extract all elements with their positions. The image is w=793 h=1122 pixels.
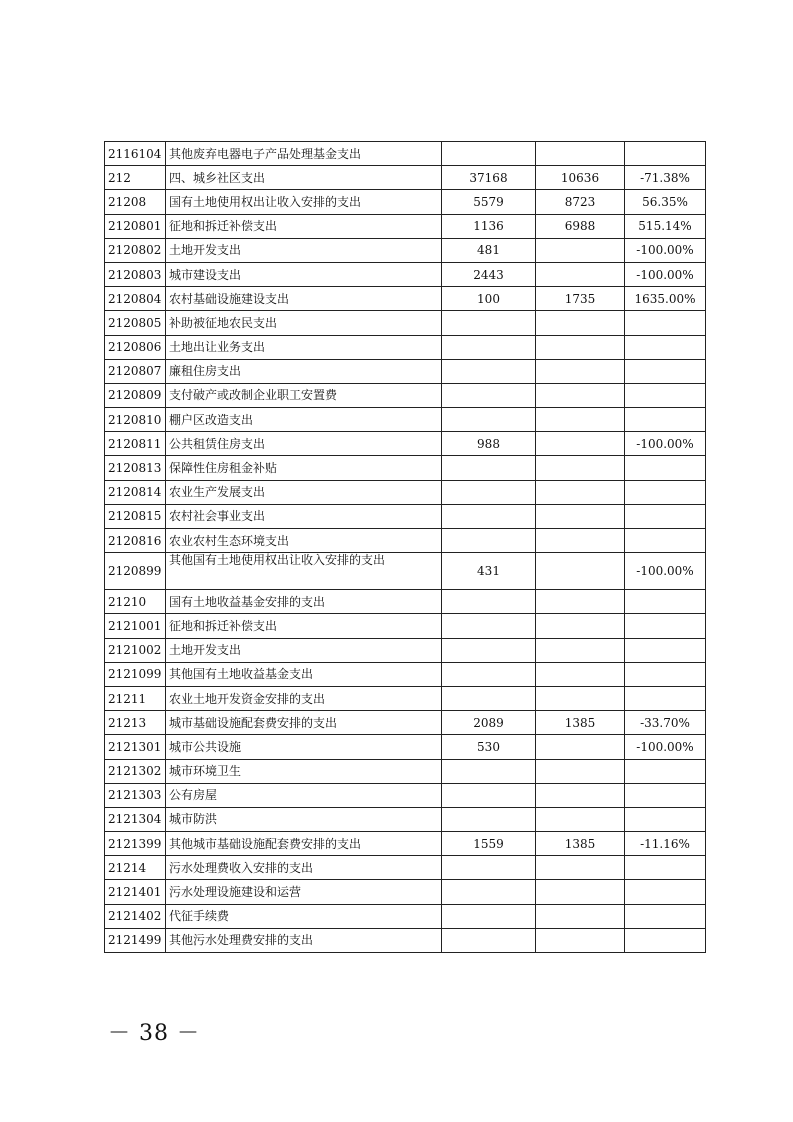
- row-value-a: [442, 311, 536, 335]
- row-value-b: 1385: [536, 711, 625, 735]
- row-value-a: [442, 686, 536, 710]
- row-value-a: [442, 807, 536, 831]
- row-code: 2121401: [105, 880, 166, 904]
- row-code: 2116104: [105, 142, 166, 166]
- row-value-c: -100.00%: [625, 262, 706, 286]
- row-name: 征地和拆迁补偿支出: [166, 614, 442, 638]
- row-value-a: [442, 408, 536, 432]
- table-row: [105, 880, 706, 904]
- row-value-c: [625, 359, 706, 383]
- row-code: 2121399: [105, 832, 166, 856]
- row-value-c: [625, 504, 706, 528]
- row-value-b: 8723: [536, 190, 625, 214]
- row-value-b: [536, 311, 625, 335]
- row-value-a: [442, 590, 536, 614]
- row-value-b: [536, 529, 625, 553]
- table-row: [105, 662, 706, 686]
- row-value-b: 1385: [536, 832, 625, 856]
- row-value-c: [625, 928, 706, 952]
- row-value-c: [625, 590, 706, 614]
- row-code: 2121499: [105, 928, 166, 952]
- row-name: 公有房屋: [166, 783, 442, 807]
- table-body: [105, 142, 706, 953]
- row-name: 土地出让业务支出: [166, 335, 442, 359]
- row-code: 212: [105, 166, 166, 190]
- row-name: 支付破产或改制企业职工安置费: [166, 383, 442, 407]
- row-code: 21211: [105, 686, 166, 710]
- budget-table: [104, 141, 706, 953]
- row-name: 污水处理设施建设和运营: [166, 880, 442, 904]
- row-code: 2120807: [105, 359, 166, 383]
- row-value-a: 481: [442, 238, 536, 262]
- row-value-b: [536, 880, 625, 904]
- table-row: [105, 335, 706, 359]
- table-row: [105, 432, 706, 456]
- row-value-b: [536, 432, 625, 456]
- row-code: 2120811: [105, 432, 166, 456]
- row-name: 征地和拆迁补偿支出: [166, 214, 442, 238]
- row-code: 2120899: [105, 553, 166, 590]
- row-value-b: 6988: [536, 214, 625, 238]
- table-row: [105, 408, 706, 432]
- row-value-c: [625, 480, 706, 504]
- row-value-c: [625, 638, 706, 662]
- page-number: － 38 －: [108, 1021, 200, 1046]
- row-name: 代征手续费: [166, 904, 442, 928]
- row-name: 农业土地开发资金安排的支出: [166, 686, 442, 710]
- row-value-c: [625, 142, 706, 166]
- row-name: 城市建设支出: [166, 262, 442, 286]
- row-code: 2121001: [105, 614, 166, 638]
- row-name: 土地开发支出: [166, 638, 442, 662]
- row-value-a: [442, 529, 536, 553]
- row-name: 补助被征地农民支出: [166, 311, 442, 335]
- row-value-a: [442, 359, 536, 383]
- table-row: [105, 383, 706, 407]
- row-code: 2120801: [105, 214, 166, 238]
- row-name: 廉租住房支出: [166, 359, 442, 383]
- table-row: [105, 904, 706, 928]
- row-value-c: [625, 904, 706, 928]
- table-row: [105, 614, 706, 638]
- row-value-c: [625, 807, 706, 831]
- row-value-a: 1136: [442, 214, 536, 238]
- row-value-a: [442, 614, 536, 638]
- row-name: 农业农村生态环境支出: [166, 529, 442, 553]
- row-value-b: [536, 480, 625, 504]
- row-name: 保障性住房租金补贴: [166, 456, 442, 480]
- row-value-a: 1559: [442, 832, 536, 856]
- row-value-a: [442, 662, 536, 686]
- table-row: [105, 686, 706, 710]
- row-code: 21213: [105, 711, 166, 735]
- row-code: 2120809: [105, 383, 166, 407]
- row-name: 其他城市基础设施配套费安排的支出: [166, 832, 442, 856]
- table-row: [105, 638, 706, 662]
- row-name: 其他污水处理费安排的支出: [166, 928, 442, 952]
- row-name: 其他国有土地使用权出让收入安排的支出: [166, 553, 442, 590]
- row-value-c: [625, 880, 706, 904]
- row-name: 城市基础设施配套费安排的支出: [166, 711, 442, 735]
- row-name: 其他废弃电器电子产品处理基金支出: [166, 142, 442, 166]
- row-value-a: [442, 880, 536, 904]
- row-value-b: [536, 504, 625, 528]
- row-code: 2121402: [105, 904, 166, 928]
- row-code: 2120816: [105, 529, 166, 553]
- row-value-c: [625, 662, 706, 686]
- row-name: 国有土地使用权出让收入安排的支出: [166, 190, 442, 214]
- table-row: [105, 166, 706, 190]
- row-value-b: [536, 383, 625, 407]
- table-row: [105, 928, 706, 952]
- table-row: [105, 711, 706, 735]
- row-name: 污水处理费收入安排的支出: [166, 856, 442, 880]
- row-code: 2121303: [105, 783, 166, 807]
- row-value-b: [536, 783, 625, 807]
- row-value-b: [536, 456, 625, 480]
- row-value-c: [625, 408, 706, 432]
- row-value-b: [536, 807, 625, 831]
- table-row: [105, 553, 706, 590]
- row-name: 农村基础设施建设支出: [166, 287, 442, 311]
- row-value-a: 37168: [442, 166, 536, 190]
- row-value-b: [536, 686, 625, 710]
- row-value-c: [625, 686, 706, 710]
- row-name: 公共租赁住房支出: [166, 432, 442, 456]
- row-value-b: [536, 904, 625, 928]
- row-value-c: [625, 456, 706, 480]
- row-value-c: 1635.00%: [625, 287, 706, 311]
- row-code: 2120810: [105, 408, 166, 432]
- row-value-b: [536, 759, 625, 783]
- row-value-a: [442, 480, 536, 504]
- row-value-a: 2089: [442, 711, 536, 735]
- row-name: 农业生产发展支出: [166, 480, 442, 504]
- row-value-b: [536, 238, 625, 262]
- row-value-b: [536, 614, 625, 638]
- table-row: [105, 238, 706, 262]
- row-value-a: [442, 928, 536, 952]
- row-code: 2121301: [105, 735, 166, 759]
- row-value-c: 515.14%: [625, 214, 706, 238]
- row-code: 2120804: [105, 287, 166, 311]
- row-code: 2120813: [105, 456, 166, 480]
- row-value-a: [442, 904, 536, 928]
- row-name: 土地开发支出: [166, 238, 442, 262]
- row-value-a: 988: [442, 432, 536, 456]
- row-code: 2120806: [105, 335, 166, 359]
- table-row: [105, 262, 706, 286]
- table-row: [105, 287, 706, 311]
- row-value-a: [442, 504, 536, 528]
- row-value-a: 100: [442, 287, 536, 311]
- row-code: 2120815: [105, 504, 166, 528]
- row-value-c: [625, 311, 706, 335]
- row-name: 城市环境卫生: [166, 759, 442, 783]
- table-row: [105, 832, 706, 856]
- row-value-a: 2443: [442, 262, 536, 286]
- table-row: [105, 311, 706, 335]
- row-value-c: [625, 856, 706, 880]
- row-value-b: [536, 142, 625, 166]
- row-value-b: [536, 928, 625, 952]
- row-value-c: [625, 529, 706, 553]
- row-value-c: [625, 335, 706, 359]
- row-value-a: [442, 783, 536, 807]
- row-value-c: [625, 759, 706, 783]
- row-code: 2120805: [105, 311, 166, 335]
- table-row: [105, 504, 706, 528]
- row-name: 国有土地收益基金安排的支出: [166, 590, 442, 614]
- row-value-b: [536, 408, 625, 432]
- row-name: 城市防洪: [166, 807, 442, 831]
- row-code: 21208: [105, 190, 166, 214]
- row-value-c: [625, 614, 706, 638]
- row-code: 21214: [105, 856, 166, 880]
- table-row: [105, 783, 706, 807]
- table-row: [105, 529, 706, 553]
- row-value-b: [536, 262, 625, 286]
- row-value-a: [442, 456, 536, 480]
- row-name: 棚户区改造支出: [166, 408, 442, 432]
- row-value-b: 1735: [536, 287, 625, 311]
- row-value-c: [625, 383, 706, 407]
- row-value-b: [536, 335, 625, 359]
- row-value-b: [536, 662, 625, 686]
- table-row: [105, 359, 706, 383]
- row-value-b: [536, 553, 625, 590]
- row-value-b: [536, 735, 625, 759]
- row-value-a: [442, 638, 536, 662]
- row-code: 2120802: [105, 238, 166, 262]
- row-code: 21210: [105, 590, 166, 614]
- row-value-a: [442, 759, 536, 783]
- row-code: 2121099: [105, 662, 166, 686]
- table-row: [105, 856, 706, 880]
- row-code: 2121302: [105, 759, 166, 783]
- row-code: 2121002: [105, 638, 166, 662]
- row-value-b: [536, 856, 625, 880]
- table-row: [105, 456, 706, 480]
- row-code: 2120814: [105, 480, 166, 504]
- row-value-b: [536, 590, 625, 614]
- row-code: 2120803: [105, 262, 166, 286]
- row-value-a: 431: [442, 553, 536, 590]
- row-value-c: -11.16%: [625, 832, 706, 856]
- row-value-c: -100.00%: [625, 553, 706, 590]
- row-value-c: -71.38%: [625, 166, 706, 190]
- row-name: 城市公共设施: [166, 735, 442, 759]
- row-value-c: 56.35%: [625, 190, 706, 214]
- table-row: [105, 480, 706, 504]
- row-value-c: -100.00%: [625, 735, 706, 759]
- row-value-b: [536, 638, 625, 662]
- row-value-c: -100.00%: [625, 432, 706, 456]
- table-row: [105, 214, 706, 238]
- row-value-a: 530: [442, 735, 536, 759]
- table-row: [105, 735, 706, 759]
- row-value-a: [442, 335, 536, 359]
- row-value-c: -33.70%: [625, 711, 706, 735]
- row-code: 2121304: [105, 807, 166, 831]
- table-row: [105, 590, 706, 614]
- row-name: 四、城乡社区支出: [166, 166, 442, 190]
- row-name: 其他国有土地收益基金支出: [166, 662, 442, 686]
- table-row: [105, 190, 706, 214]
- table-row: [105, 142, 706, 166]
- row-value-a: 5579: [442, 190, 536, 214]
- row-value-a: [442, 383, 536, 407]
- row-value-b: [536, 359, 625, 383]
- row-value-c: -100.00%: [625, 238, 706, 262]
- row-name: 农村社会事业支出: [166, 504, 442, 528]
- table-row: [105, 759, 706, 783]
- row-value-c: [625, 783, 706, 807]
- table-row: [105, 807, 706, 831]
- row-value-a: [442, 856, 536, 880]
- row-value-a: [442, 142, 536, 166]
- row-value-b: 10636: [536, 166, 625, 190]
